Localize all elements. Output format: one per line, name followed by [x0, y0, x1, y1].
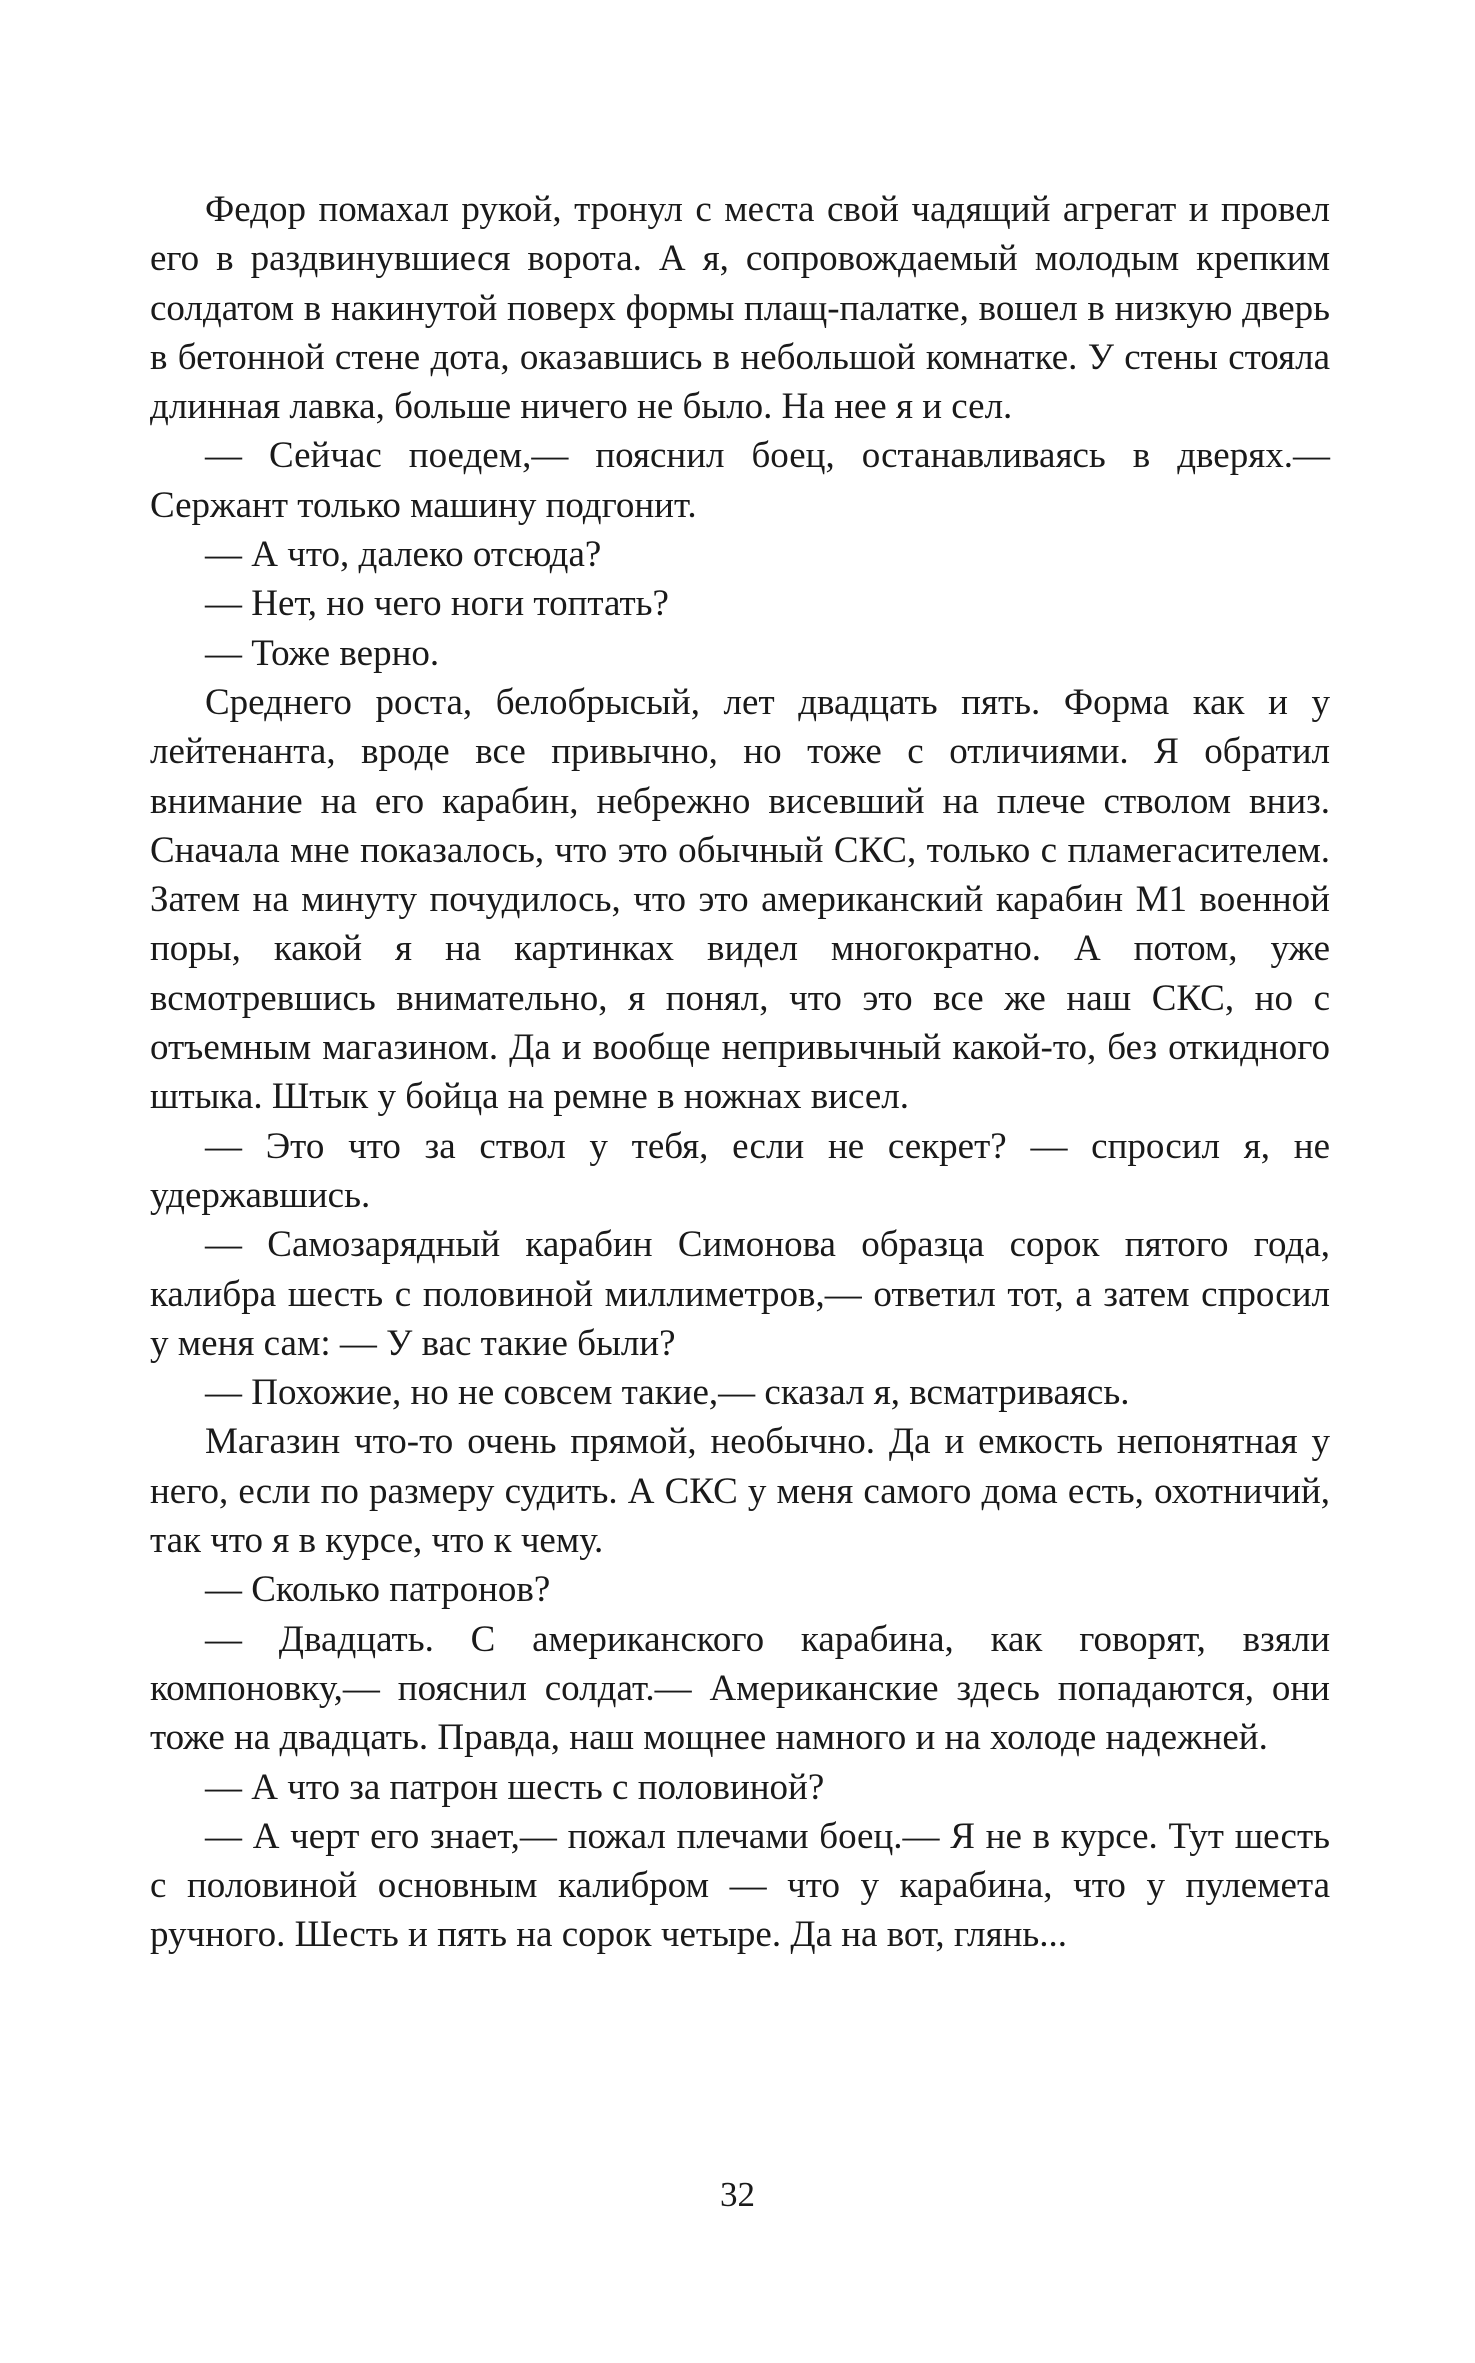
paragraph-13: — А что за патрон шесть с половиной?	[205, 1766, 825, 1808]
paragraph-2: — Сейчас поедем,— пояснил боец, останавливаясь в дверях.— Сержант только машину подгонит.	[150, 435, 1330, 526]
paragraph-10: Магазин что-то очень прямой, необычно. Да и емкость непонятная у него, если по размеру судить. А СКС у меня самого дома есть, охотничий, так что я в курсе, что к чему.	[150, 1421, 1330, 1562]
paragraph-8: — Самозарядный карабин Симонова образца сорок пятого года, калибра шесть с половиной миллиметров,— ответил тот, а затем спросил у меня сам: — У вас такие были?	[150, 1224, 1330, 1364]
paragraph-6: Среднего роста, белобрысый, лет двадцать пять. Форма как и у лейтенанта, вроде все привычно, но тоже с отличиями. Я обратил внимание на его карабин, небрежно висевший на плече стволом вниз. Сначала мне показалось, что это обычный СКС, только с пламегасителем. Затем на минуту почудилось, что это американский карабин М1 военной поры, какой я на картинках видел многократно. А потом, уже всмотревшись внимательно, я понял, что это все же наш СКС, но с отъемным магазином. Да и вообще непривычный какой-то, без откидного штыка. Штык у бойца на ремне в ножнах висел.	[150, 681, 1330, 1118]
paragraph-12: — Двадцать. С американского карабина, как говорят, взяли компоновку,— пояснил солдат.— Американские здесь попадаются, они тоже на двадцать. Правда, наш мощнее намного и на холоде надежней.	[150, 1618, 1330, 1759]
paragraph-1: Федор помахал рукой, тронул с места свой чадящий агрегат и провел его в раздвинувшиеся ворота. А я, сопровождаемый молодым крепким солдатом в накинутой поверх формы плащ-палатке, вошел в низкую дверь в бетонной стене дота, оказавшись в небольшой комнатке. У стены стояла длинная лавка, больше ничего не было. На нее я и сел.	[150, 189, 1330, 428]
page-number: 32	[720, 2175, 755, 2214]
paragraph-11: — Сколько патронов?	[205, 1569, 551, 1611]
paragraph-3: — А что, далеко отсюда?	[205, 534, 602, 576]
paragraph-4: — Нет, но чего ноги топтать?	[205, 583, 669, 625]
paragraph-14: — А черт его знает,— пожал плечами боец.— Я не в курсе. Тут шесть с половиной основным калибром — что у карабина, что у пулемета ручного. Шесть и пять на сорок четыре. Да на вот, глянь...	[150, 1815, 1330, 1956]
paragraph-5: — Тоже верно.	[205, 632, 440, 674]
paragraph-7: — Это что за ствол у тебя, если не секрет? — спросил я, не удержавшись.	[150, 1125, 1330, 1216]
paragraph-9: — Похожие, но не совсем такие,— сказал я, всматриваясь.	[205, 1372, 1130, 1414]
page-body	[150, 185, 1330, 1960]
